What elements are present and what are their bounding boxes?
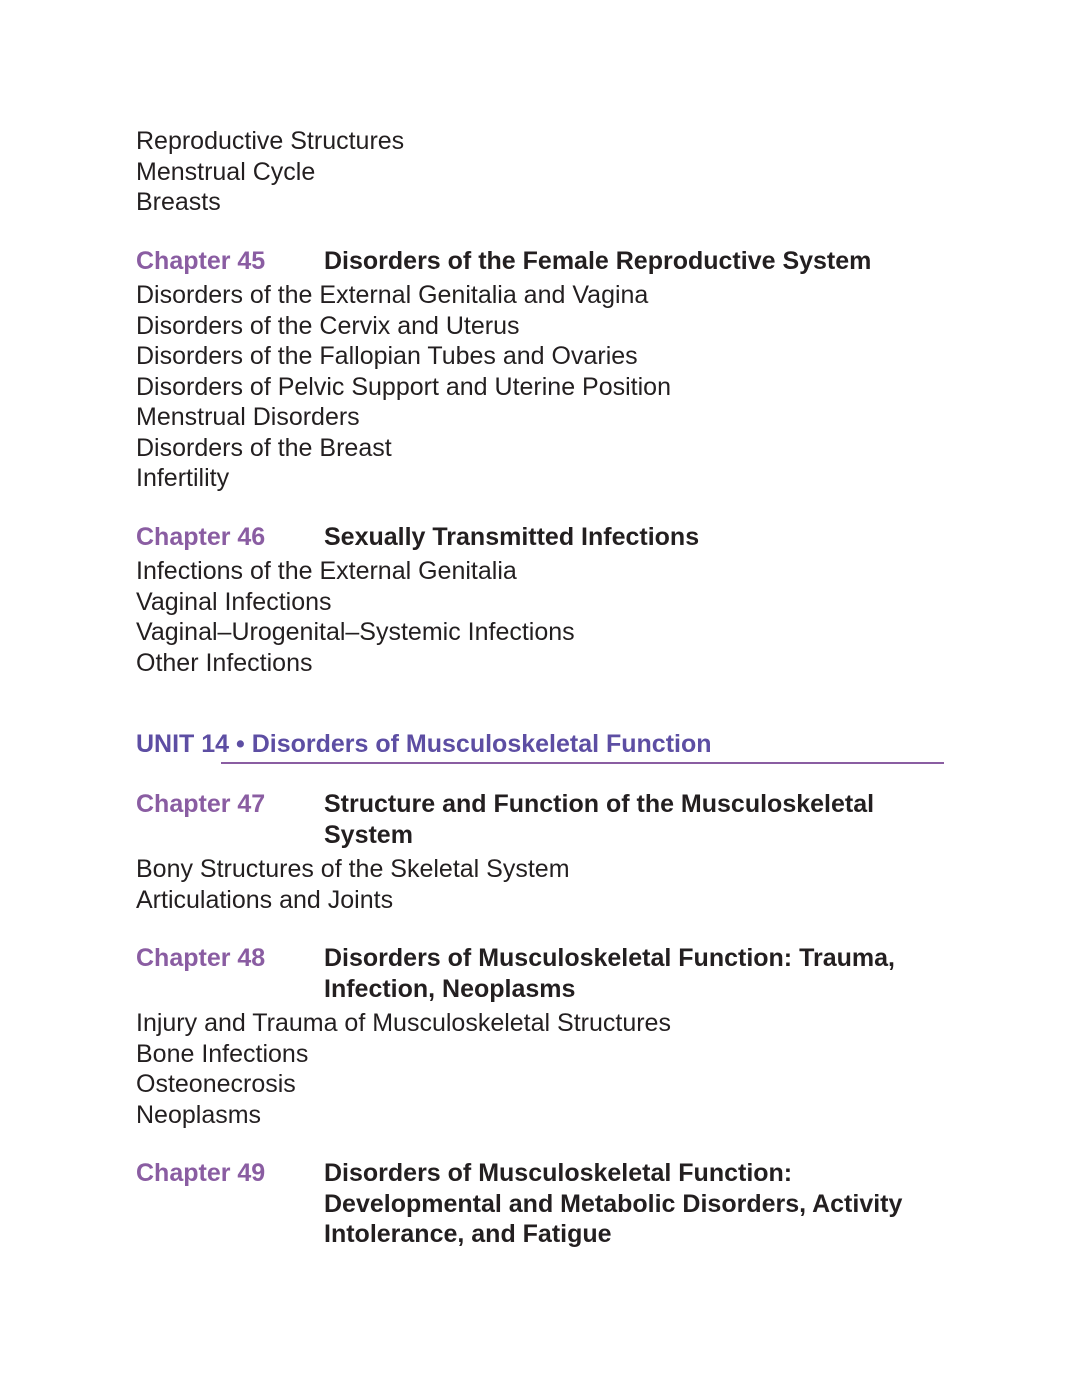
table-of-contents-page: [136, 126, 946, 1254]
leading-topic-list: [136, 126, 946, 218]
chapter-topic-list: [136, 280, 946, 494]
topic-item[interactable]: Disorders of Pelvic Support and Uterine Position: [136, 372, 671, 401]
topic-item[interactable]: Injury and Trauma of Musculoskeletal Structures: [136, 1009, 671, 1037]
chapter-heading[interactable]: [136, 943, 946, 1004]
topic-item[interactable]: Disorders of the Breast: [136, 433, 392, 462]
topic-item[interactable]: Other Infections: [136, 648, 313, 677]
topic-item[interactable]: Menstrual Disorders: [136, 403, 360, 431]
topic-item[interactable]: Breasts: [136, 188, 221, 216]
chapter-topic-list: [136, 854, 946, 915]
chapter-heading[interactable]: [136, 522, 946, 553]
chapter-heading[interactable]: [136, 246, 946, 277]
topic-item[interactable]: Articulations and Joints: [136, 885, 394, 914]
topic-item[interactable]: Disorders of the Cervix and Uterus: [136, 311, 520, 340]
chapter-topic-list: [136, 1008, 946, 1130]
chapter-title: Disorders of Musculoskeletal Function: Trauma, Infection, Neoplasms: [324, 944, 895, 1003]
chapter-number: Chapter 48: [136, 944, 266, 972]
unit-title[interactable]: UNIT 14 • Disorders of Musculoskeletal Function: [136, 730, 712, 758]
topic-item[interactable]: Infertility: [136, 464, 230, 492]
chapter-number: Chapter 47: [136, 790, 266, 818]
chapter-title: Structure and Function of the Musculoskeletal System: [324, 790, 875, 849]
topic-item[interactable]: Vaginal Infections: [136, 587, 332, 616]
topic-item[interactable]: Vaginal–Urogenital–Systemic Infections: [136, 618, 575, 646]
chapter-number: Chapter 45: [136, 246, 266, 275]
unit-heading: [136, 729, 946, 765]
chapter-heading[interactable]: [136, 1158, 946, 1250]
topic-item[interactable]: Disorders of the External Genitalia and Vagina: [136, 281, 649, 309]
topic-item[interactable]: Infections of the External Genitalia: [136, 557, 517, 585]
topic-item[interactable]: Disorders of the Fallopian Tubes and Ovaries: [136, 342, 638, 370]
chapter-number: Chapter 49: [136, 1159, 266, 1187]
topic-item[interactable]: Menstrual Cycle: [136, 157, 316, 186]
chapter-title: Disorders of the Female Reproductive System: [324, 246, 872, 275]
topic-item[interactable]: Neoplasms: [136, 1100, 262, 1129]
chapter-section: [136, 789, 946, 915]
unit-divider: [221, 762, 944, 764]
topic-item[interactable]: Bone Infections: [136, 1039, 309, 1068]
chapter-title: Disorders of Musculoskeletal Function: Developmental and Metabolic Disorders, Activity Intolerance, and Fatigue: [324, 1159, 903, 1248]
chapter-topic-list: [136, 556, 946, 678]
chapter-section: [136, 943, 946, 1130]
chapter-heading[interactable]: [136, 789, 946, 850]
chapter-title: Sexually Transmitted Infections: [324, 522, 700, 551]
chapter-number: Chapter 46: [136, 522, 266, 551]
chapter-section: [136, 1158, 946, 1250]
chapter-section: [136, 246, 946, 494]
topic-item[interactable]: Reproductive Structures: [136, 127, 405, 155]
topic-item[interactable]: Bony Structures of the Skeletal System: [136, 855, 570, 883]
chapter-section: [136, 522, 946, 679]
topic-item[interactable]: Osteonecrosis: [136, 1070, 296, 1098]
